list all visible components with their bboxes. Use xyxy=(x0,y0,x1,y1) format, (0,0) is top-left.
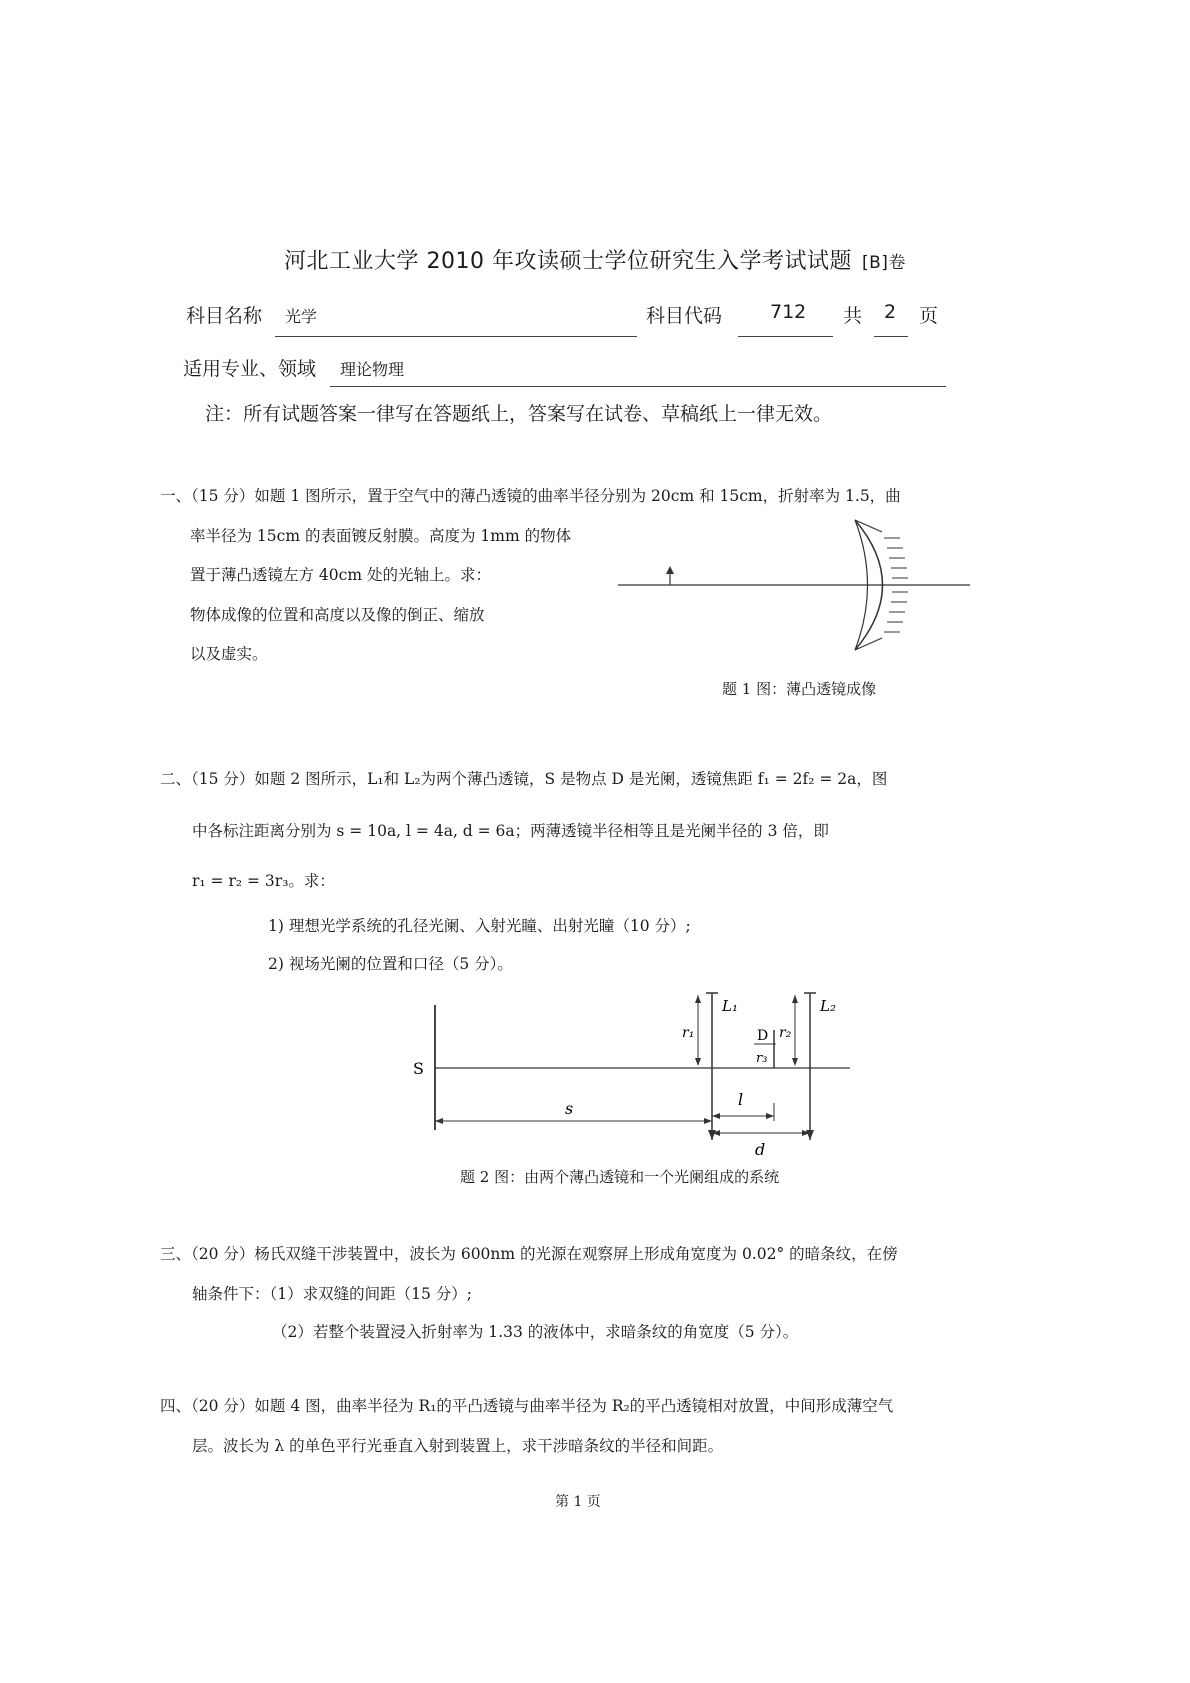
lens-L1 xyxy=(706,993,718,1140)
q3-line3: （2）若整个装置浸入折射率为 1.33 的液体中，求暗条纹的角宽度（5 分）。 xyxy=(272,1323,799,1341)
lens-L2 xyxy=(804,993,816,1140)
dimension-d xyxy=(712,1130,810,1136)
code-underline xyxy=(738,336,833,337)
label-r3: r₃ xyxy=(756,1051,768,1066)
subject-label: 科目名称 xyxy=(186,305,263,327)
q3-line1: 三、（20 分）杨氏双缝干涉装置中，波长为 600nm 的光源在观察屏上形成角宽度为 0.02° 的暗条纹，在傍 xyxy=(160,1245,898,1263)
subject-value: 光学 xyxy=(285,307,318,326)
q1-line4: 物体成像的位置和高度以及像的倒正、缩放 xyxy=(190,606,485,624)
pages-value: 2 xyxy=(884,301,897,323)
major-value: 理论物理 xyxy=(340,360,405,379)
q2-sub2: 2) 视场光阑的位置和口径（5 分）。 xyxy=(268,955,513,973)
q2-figure xyxy=(410,985,870,1160)
q1-line3: 置于薄凸透镜左方 40cm 处的光轴上。求： xyxy=(190,566,491,584)
dimension-s xyxy=(435,1118,712,1124)
label-D: D xyxy=(757,1028,769,1044)
q1-line5: 以及虚实。 xyxy=(190,645,268,663)
exam-note: 注：所有试题答案一律写在答题纸上，答案写在试卷、草稿纸上一律无效。 xyxy=(205,403,833,425)
q1-line1: 一、（15 分）如题 1 图所示，置于空气中的薄凸透镜的曲率半径分别为 20cm 和 15cm，折射率为 1.5，曲 xyxy=(160,487,901,505)
q2-caption: 题 2 图：由两个薄凸透镜和一个光阑组成的系统 xyxy=(460,1168,780,1186)
q2-sub1: 1) 理想光学系统的孔径光阑、入射光瞳、出射光瞳（10 分）; xyxy=(268,917,691,935)
pages-suffix: 页 xyxy=(919,305,939,327)
label-r2: r₂ xyxy=(779,1025,792,1041)
label-d: d xyxy=(755,1140,766,1159)
label-r1: r₁ xyxy=(682,1025,695,1041)
label-s: s xyxy=(565,1099,574,1118)
object-arrow xyxy=(666,566,674,585)
exam-title-text: 河北工业大学 2010 年攻读硕士学位研究生入学考试试题 xyxy=(284,249,853,274)
subject-underline xyxy=(275,336,637,337)
label-L2: L₂ xyxy=(820,997,836,1015)
paper-version: [B]卷 xyxy=(862,253,906,273)
label-S: S xyxy=(413,1059,424,1078)
pages-underline xyxy=(874,336,908,337)
label-l: l xyxy=(738,1090,744,1109)
major-label: 适用专业、领域 xyxy=(183,358,317,380)
r1-arrow xyxy=(695,995,701,1066)
q2-line3: r₁ = r₂ = 3r₃。求： xyxy=(192,872,335,890)
label-L1: L₁ xyxy=(722,997,738,1015)
q3-line2: 轴条件下：（1）求双缝的间距（15 分）; xyxy=(192,1285,472,1303)
code-label: 科目代码 xyxy=(646,305,723,327)
pages-prefix: 共 xyxy=(843,305,863,327)
major-underline xyxy=(330,386,946,387)
q1-line2: 率半径为 15cm 的表面镀反射膜。高度为 1mm 的物体 xyxy=(190,527,572,545)
q2-line2: 中各标注距离分别为 s = 10a, l = 4a, d = 6a；两薄透镜半径相等且是光阑半径的 3 倍，即 xyxy=(192,822,829,840)
q2-line1: 二、（15 分）如题 2 图所示，L₁和 L₂为两个薄凸透镜，S 是物点 D 是光阑，透镜焦距 f₁ = 2f₂ = 2a，图 xyxy=(160,770,888,788)
exam-title xyxy=(0,244,1190,275)
q4-line2: 层。波长为 λ 的单色平行光垂直入射到装置上，求干涉暗条纹的半径和间距。 xyxy=(192,1437,724,1455)
page-footer: 第 1 页 xyxy=(555,1494,601,1510)
code-value: 712 xyxy=(770,301,807,323)
q4-line1: 四、（20 分）如题 4 图，曲率半径为 R₁的平凸透镜与曲率半径为 R₂的平凸透镜相对放置，中间形成薄空气 xyxy=(160,1397,894,1415)
q1-caption: 题 1 图：薄凸透镜成像 xyxy=(722,680,877,698)
r2-arrow xyxy=(792,995,798,1066)
q1-figure xyxy=(610,508,980,658)
